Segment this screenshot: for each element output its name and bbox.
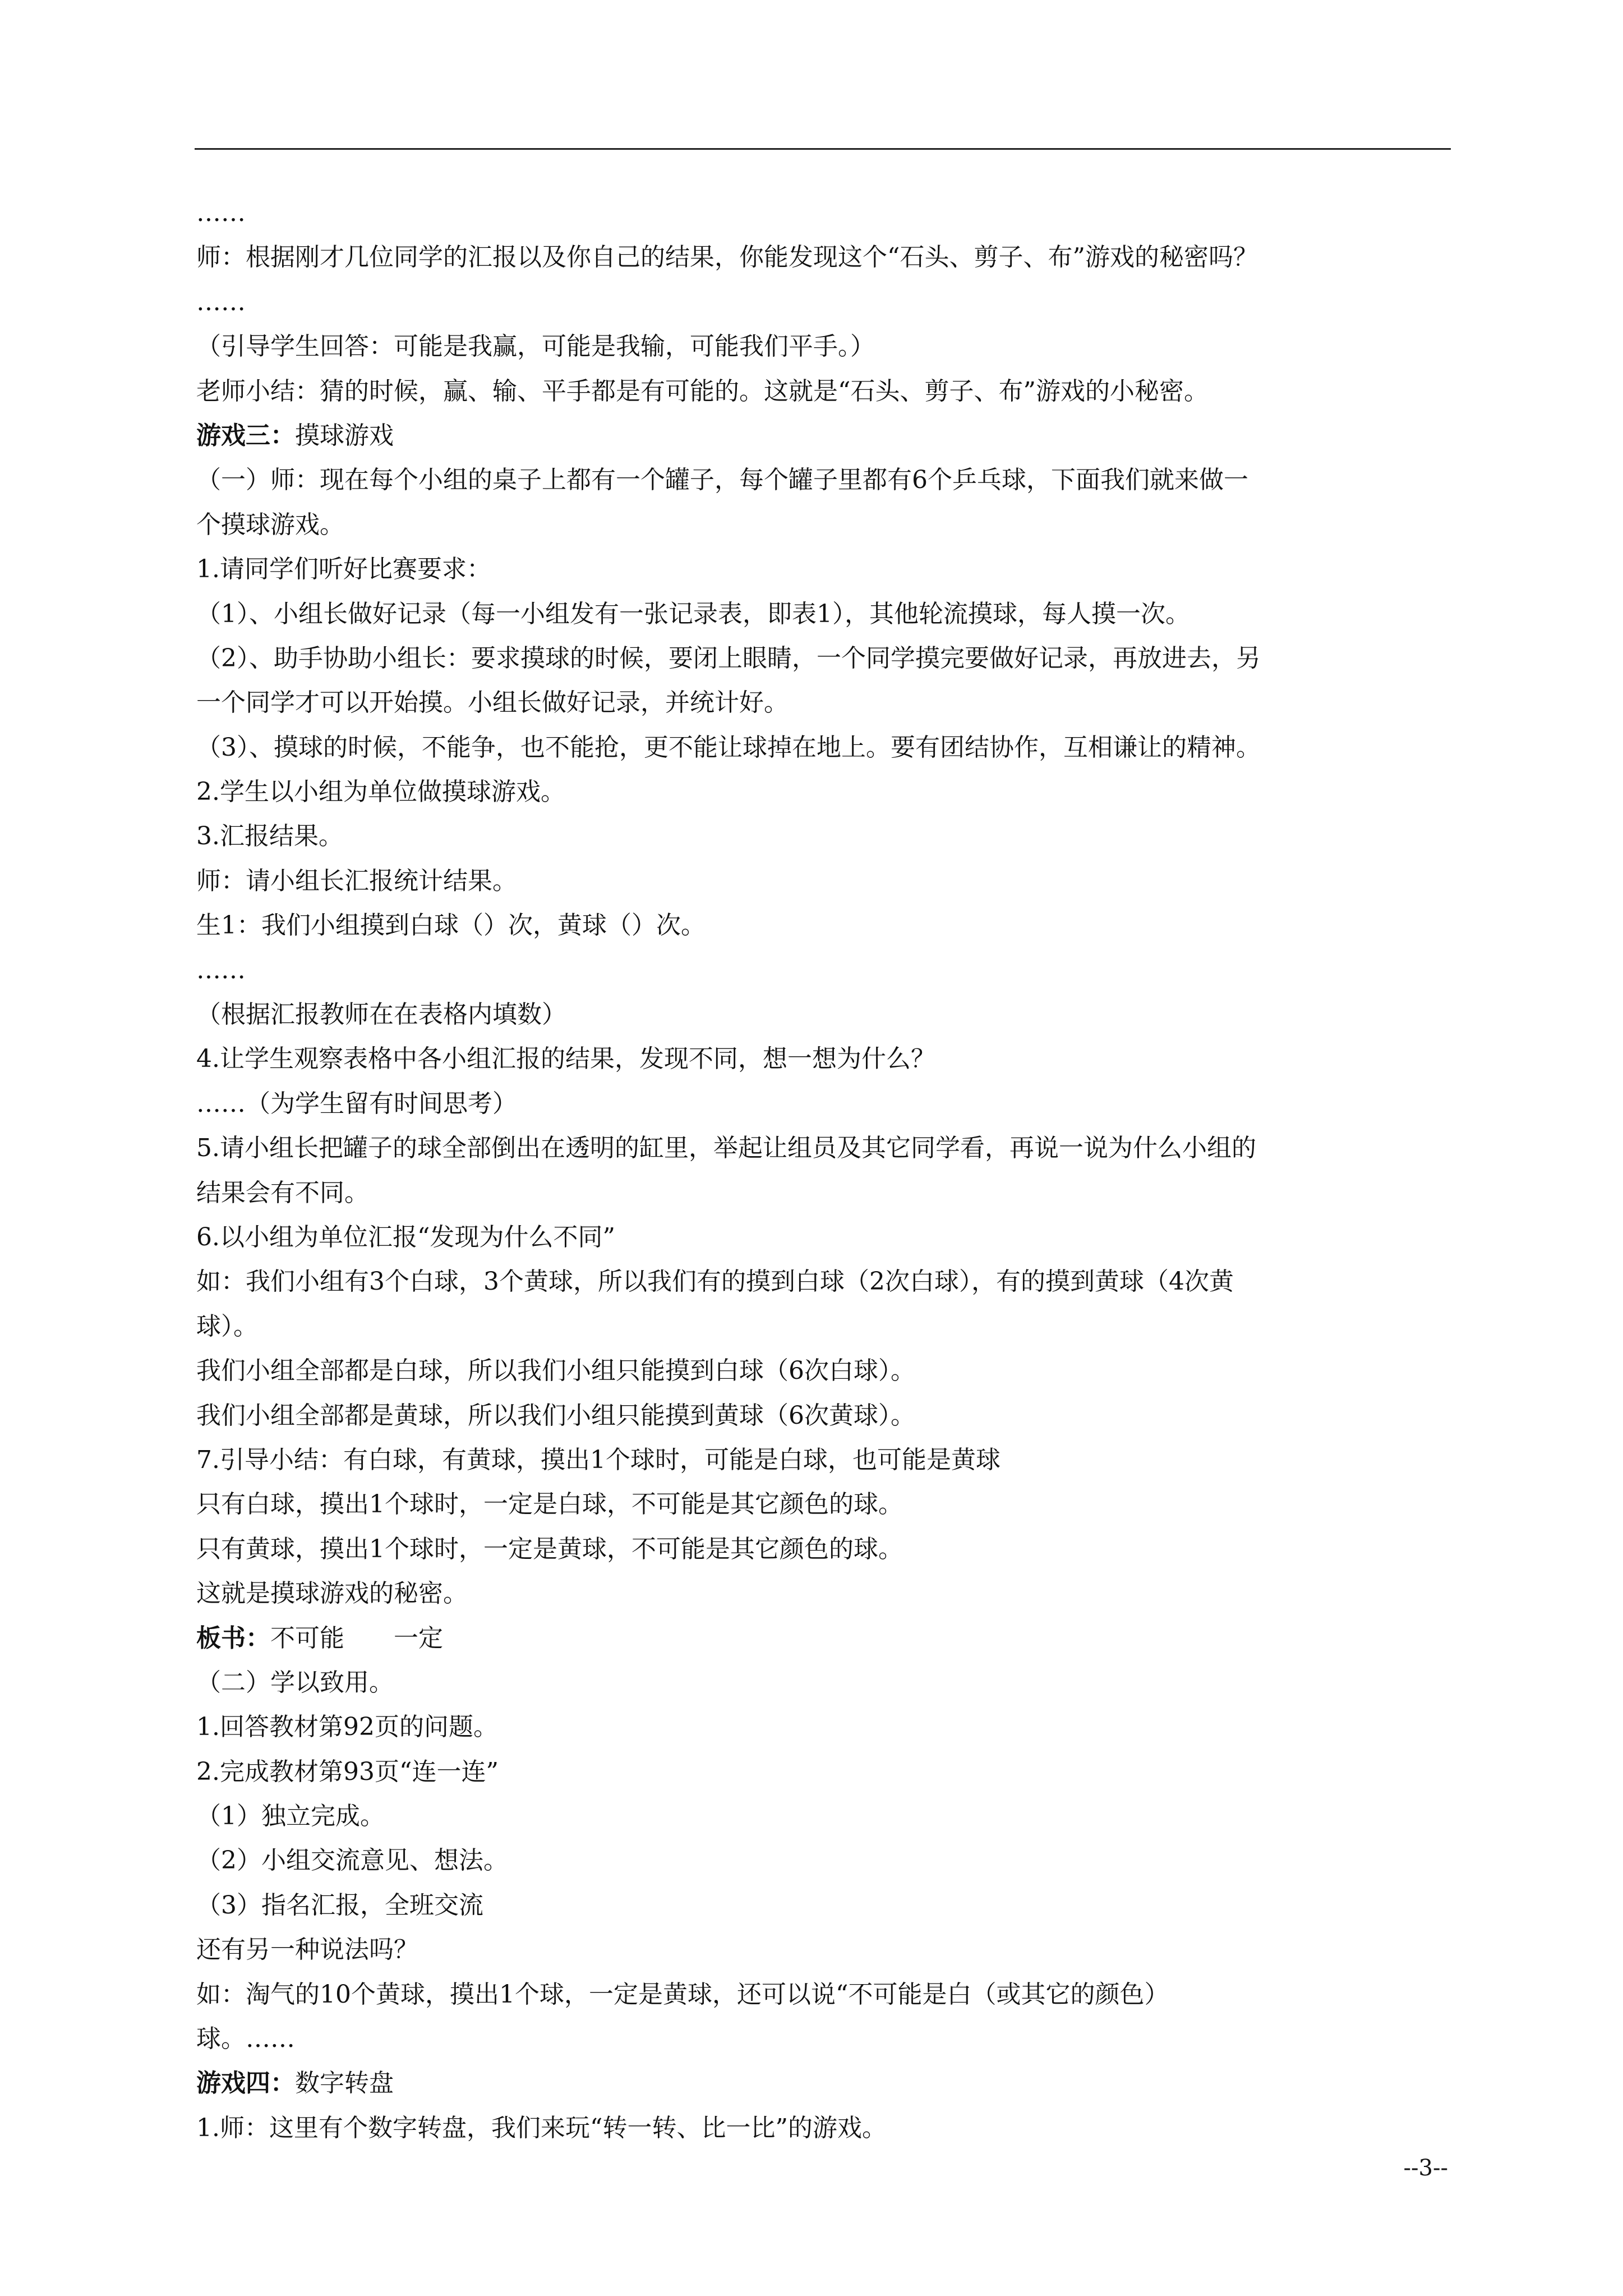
text-line [196,1349,1453,1393]
text-line [196,1304,1453,1349]
line-text: 数字转盘 [295,2069,394,2098]
text-line [196,280,1453,324]
text-line [196,1838,1453,1883]
line-text: 球。…… [196,2024,295,2054]
text-line [196,1082,1453,1126]
text-line [196,2106,1453,2150]
text-line [196,770,1453,814]
text-line [196,1883,1453,1927]
line-text: （二）学以致用。 [196,1668,394,1697]
line-text: （2）、助手协助小组长：要求摸球的时候，要闭上眼睛，一个同学摸完要做好记录，再放进去，另 [196,643,1261,673]
text-line [196,1927,1453,1972]
line-text: 5.请小组长把罐子的球全部倒出在透明的缸里，举起让组员及其它同学看，再说一说为什么小组的 [196,1134,1256,1163]
line-text: 一个同学才可以开始摸。小组长做好记录，并统计好。 [196,688,789,717]
text-line [196,1482,1453,1526]
text-line [196,1438,1453,1482]
text-line [196,1571,1453,1616]
line-text: （引导学生回答：可能是我赢，可能是我输，可能我们平手。） [196,332,875,361]
line-text: 3.汇报结果。 [196,822,343,851]
line-text: 我们小组全部都是黄球，所以我们小组只能摸到黄球（6次黄球）。 [196,1401,915,1430]
line-text: 1.请同学们听好比赛要求： [196,555,491,584]
line-text: 老师小结：猜的时候，赢、输、平手都是有可能的。这就是“石头、剪子、布”游戏的小秘密。 [196,376,1209,406]
text-line [196,1750,1453,1794]
line-text: …… [196,287,246,316]
text-line [196,636,1453,680]
line-text: 只有白球，摸出1个球时，一定是白球，不可能是其它颜色的球。 [196,1490,903,1519]
page-number: --3-- [1403,2155,1448,2181]
text-line [196,369,1453,413]
line-text: ……（为学生留有时间思考） [196,1089,517,1118]
line-text: 2.学生以小组为单位做摸球游戏。 [196,777,565,807]
line-text: 6.以小组为单位汇报“发现为什么不同” [196,1222,615,1251]
text-line [196,725,1453,770]
line-text: （一）师：现在每个小组的桌子上都有一个罐子，每个罐子里都有6个乒乓球，下面我们就来做一 [196,466,1248,495]
line-text: （2）小组交流意见、想法。 [196,1846,508,1875]
text-line [196,1660,1453,1705]
line-text: （1）、小组长做好记录（每一小组发有一张记录表，即表1），其他轮流摸球，每人摸一次。 [196,599,1190,628]
line-text: 1.回答教材第92页的问题。 [196,1713,498,1742]
line-text: 如：我们小组有3个白球，3个黄球，所以我们有的摸到白球（2次白球），有的摸到黄球（4次黄 [196,1267,1234,1296]
section-heading: 板书： [196,1623,270,1653]
line-text: （1）独立完成。 [196,1802,385,1831]
line-text: （根据汇报教师在在表格内填数） [196,1000,566,1029]
text-line [196,948,1453,992]
line-text: 4.让学生观察表格中各小组汇报的结果，发现不同，想一想为什么？ [196,1045,935,1074]
text-line [196,324,1453,369]
line-text: 个摸球游戏。 [196,510,344,539]
text-line [196,235,1453,279]
text-line [196,1616,1453,1660]
text-line [196,503,1453,547]
line-text: 如：淘气的10个黄球，摸出1个球，一定是黄球，还可以说“不可能是白（或其它的颜色） [196,1980,1169,2009]
text-line [196,1259,1453,1304]
text-line [196,1794,1453,1838]
line-text: 2.完成教材第93页“连一连” [196,1757,499,1786]
text-line [196,1171,1453,1215]
line-text: （3）指名汇报，全班交流 [196,1890,483,1920]
text-line [196,903,1453,947]
text-line [196,458,1453,502]
text-line [196,191,1453,235]
text-line [196,814,1453,858]
text-line [196,592,1453,636]
line-text: 还有另一种说法吗？ [196,1935,418,1964]
text-line [196,547,1453,591]
line-text: 师：请小组长汇报统计结果。 [196,866,517,895]
line-text: 球）。 [196,1312,258,1341]
section-heading: 游戏四： [196,2069,295,2098]
line-text: 不可能 一定 [270,1623,443,1653]
text-line [196,2017,1453,2061]
section-heading: 游戏三： [196,421,295,450]
text-line [196,1126,1453,1170]
text-line [196,1972,1453,2017]
line-text: 结果会有不同。 [196,1178,369,1207]
line-text: 只有黄球，摸出1个球时，一定是黄球，不可能是其它颜色的球。 [196,1534,903,1563]
line-text: （3）、摸球的时候，不能争，也不能抢，更不能让球掉在地上。要有团结协作，互相谦让的精神。 [196,733,1261,762]
text-line [196,1215,1453,1259]
line-text: …… [196,955,246,984]
line-text: …… [196,199,246,227]
text-line [196,992,1453,1037]
text-line [196,1037,1453,1081]
line-text: 生1：我们小组摸到白球（）次，黄球（）次。 [196,911,706,940]
line-text: 7.引导小结：有白球，有黄球，摸出1个球时，可能是白球，也可能是黄球 [196,1445,1000,1474]
line-text: 1.师：这里有个数字转盘，我们来玩“转一转、比一比”的游戏。 [196,2113,887,2142]
text-line [196,680,1453,725]
text-line [196,859,1453,903]
text-line [196,1393,1453,1438]
text-line [196,1705,1453,1749]
line-text: 这就是摸球游戏的秘密。 [196,1579,468,1608]
header-rule [195,148,1451,150]
document-body [196,191,1453,2150]
line-text: 摸球游戏 [295,421,394,450]
text-line [196,2061,1453,2105]
text-line [196,1527,1453,1571]
line-text: 我们小组全部都是白球，所以我们小组只能摸到白球（6次白球）。 [196,1356,915,1386]
line-text: 师：根据刚才几位同学的汇报以及你自己的结果，你能发现这个“石头、剪子、布”游戏的秘密吗？ [196,243,1258,272]
text-line [196,413,1453,458]
